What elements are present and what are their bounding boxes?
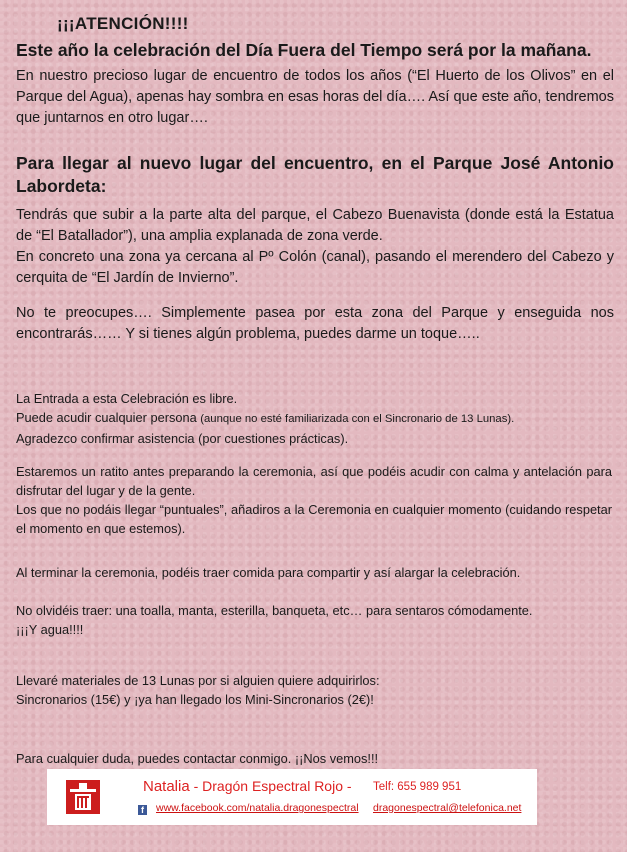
contact-phone: Telf: 655 989 951 xyxy=(373,781,462,793)
contact-info: Para cualquier duda, puedes contactar conmigo. ¡¡Nos vemos!!! xyxy=(16,751,379,766)
facebook-icon[interactable]: f xyxy=(138,805,147,815)
dragon-seal-logo-icon xyxy=(66,780,100,814)
confirm-attendance-text: Agradezco confirmar asistencia (por cuestiones prácticas). xyxy=(16,431,349,446)
arrival-info xyxy=(16,462,612,538)
directions-paragraph xyxy=(16,205,614,289)
entry-anyone-main: Puede acudir cualquier persona xyxy=(16,410,201,425)
arrival-late-text: Los que no podáis llegar “puntuales”, añadiros a la Ceremonia en cualquier momento (cuidando respetar el momento en que estemos). xyxy=(16,502,612,536)
food-info: Al terminar la ceremonia, podéis traer comida para compartir y así alargar la celebración. xyxy=(16,565,521,580)
entry-anyone-note: (aunque no esté familiarizada con el Sincronario de 13 Lunas). xyxy=(200,413,515,425)
reassurance-paragraph: No te preocupes…. Simplemente pasea por esta zona del Parque y enseguida nos encontrarás…… Y si tienes algún problema, puedes darme un toque….. xyxy=(16,305,614,342)
contact-title: - Dragón Espectral Rojo - xyxy=(189,778,352,794)
facebook-link[interactable]: www.facebook.com/natalia.dragonespectral xyxy=(156,802,359,814)
directions-heading: Para llegar al nuevo lugar del encuentro, en el Parque José Antonio Labordeta: xyxy=(16,153,614,196)
materials-prices-text: Sincronarios (15€) y ¡ya han llegado los Mini-Sincronarios (2€)! xyxy=(16,692,374,707)
entry-info xyxy=(16,389,612,448)
attention-heading: ¡¡¡ATENCIÓN!!!! xyxy=(57,14,189,33)
entry-anyone-text xyxy=(16,408,612,429)
directions-line-1: Tendrás que subir a la parte alta del parque, el Cabezo Buenavista (donde está la Estatua de “El Batallador”), una amplia explanada de zona verde. xyxy=(16,207,614,244)
contact-first-name: Natalia xyxy=(143,778,190,795)
contact-name xyxy=(143,778,352,795)
materials-intro-text: Llevaré materiales de 13 Lunas por si alguien quiere adquirirlos: xyxy=(16,673,380,688)
email-link[interactable]: dragonespectral@telefonica.net xyxy=(373,802,522,814)
contact-card xyxy=(47,769,537,825)
arrival-early-text: Estaremos un ratito antes preparando la ceremonia, así que podéis acudir con calma y antelación para disfrutar del lugar y de la gente. xyxy=(16,464,612,498)
bring-info xyxy=(16,601,612,639)
materials-info xyxy=(16,671,612,709)
intro-paragraph: En nuestro precioso lugar de encuentro de todos los años (“El Huerto de los Olivos” en el Parque del Agua), apenas hay sombra en esas horas del día…. Así que este año, tendremos que juntarnos en otro lugar…. xyxy=(16,68,614,126)
directions-line-2: En concreto una zona ya cercana al Pº Colón (canal), pasando el merendero del Cabezo y cerquita de “El Jardín de Invierno”. xyxy=(16,249,614,286)
entry-free-text: La Entrada a esta Celebración es libre. xyxy=(16,391,238,406)
bring-water-text: ¡¡¡Y agua!!!! xyxy=(16,622,84,637)
bring-items-text: No olvidéis traer: una toalla, manta, esterilla, banqueta, etc… para sentaros cómodamente. xyxy=(16,603,533,618)
main-heading: Este año la celebración del Día Fuera del Tiempo será por la mañana. xyxy=(16,40,592,60)
